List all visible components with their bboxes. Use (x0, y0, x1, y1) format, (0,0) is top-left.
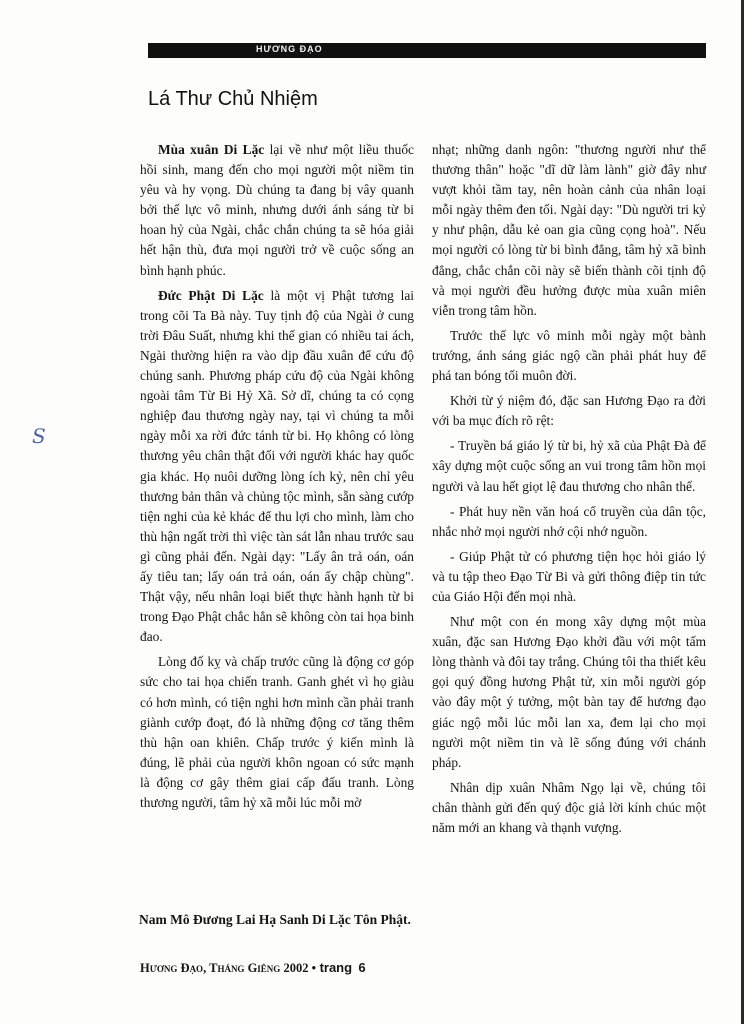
paragraph-text: là một vị Phật tương lai trong cõi Ta Bà này. Tuy tịnh độ của Ngài ở cung trời Đâu Suất, nhưng khi thế gian có nhiều tai ách, Ngài thường hiện ra vào dịp đầu xuân để cứu độ chúng sanh. Phương pháp cứu độ của Ngài không ngoài tâm Từ Bi Hỷ Xã. Sở dĩ, chúng ta có cọng nghiệp đau thương ngày nay, tại vì chúng ta mỗi ngày mỗi xa rời đức tánh từ bi. Họ không có lòng thương yêu chân thật đối với người khác hay quốc gia khác. Họ nuôi dưỡng lòng ích kỷ, nên chỉ yêu thương bản thân và chủng tộc mình, sẵn sàng cướp tiện nghi của kẻ khác để thu lợi cho mình, làm cho thù hận ngất trời thì việc tàn sát lẫn nhau trước sau gì cũng phải đến. Ngài dạy: "Lấy ân trả oán, oán ấy tiêu tan; lấy oán trả oán, oán ấy chập chùng". Thật vậy, nếu nhân loại biết thực hành hạnh từ bi trong Đạo Phật chắc hẳn sẽ không còn tai họa binh đao. (140, 287, 415, 645)
footer-text: HÁNG (217, 964, 245, 974)
right-column (432, 140, 706, 843)
footer-text: G (244, 961, 258, 975)
paragraph-text: lại về như một liều thuốc hồi sinh, mang đến cho mọi người một niềm tin yêu và hy vọng. Dù chúng ta đang bị vây quanh bởi thế lực vô minh, nhưng dưới ánh sáng từ bi hoan hỷ của Ngài, chắc chắn chúng ta sẽ hóa giải hết hận thù, đưa mọi người trở về cuộc sống an bình hạnh phúc. (140, 142, 415, 278)
paragraph: Lòng đố kỵ và chấp trước cũng là động cơ góp sức cho tai họa chiến tranh. Ganh ghét vì họ giàu có hơn mình, có tiện nghi hơn mình cần phải tranh giành cướp đoạt, đó là những động cơ tăng thêm thù hận oan khiên. Chấp trước ý kiến mình là đúng, lẽ phải của người khôn ngoan có sức mạnh là động cơ gây thêm giai cấp đấu tranh. Lòng thương người, tâm hỷ xã mỗi lúc mỗi mờ (140, 654, 414, 810)
page-footer (140, 960, 366, 976)
paragraph: Nhân dịp xuân Nhâm Ngọ lại về, chúng tôi chân thành gửi đến quý độc giả lời kính chúc một năm mới an khang và thạnh vượng. (432, 779, 706, 835)
lead-phrase: Mùa xuân Di Lặc (158, 142, 265, 157)
footer-text: H (140, 961, 150, 975)
footer-text: ƯƠNG (149, 964, 178, 974)
paragraph: Khởi từ ý niệm đó, đặc san Hương Đạo ra đời với ba mục đích rõ rệt: (432, 393, 706, 429)
lead-phrase: Đức Phật Di Lặc (158, 287, 264, 303)
footer-text: ẠO (189, 964, 204, 974)
handwritten-margin-mark: S (32, 424, 46, 448)
footer-text: Đ (177, 961, 190, 975)
list-item: - Giúp Phật tử có phương tiện học hỏi giáo lý và tu tập theo Đạo Từ Bi và gửi thông điệp tin tức của Giáo Hội đến mọi nhà. (432, 548, 706, 604)
list-item: - Phát huy nền văn hoá cổ truyền của dân tộc, nhắc nhở mọi người nhớ cội nhớ nguồn. (432, 503, 706, 539)
closing-invocation: Nam Mô Đương Lai Hạ Sanh Di Lặc Tôn Phật. (139, 912, 411, 927)
paragraph: Trước thế lực vô minh mỗi ngày một bành trướng, ánh sáng giác ngộ cần phải phát huy để phá tan bóng tối muôn đời. (432, 327, 706, 384)
paragraph (140, 140, 414, 281)
paragraph (140, 286, 414, 648)
footer-text: , T (203, 961, 218, 975)
left-column (140, 140, 414, 818)
list-item: - Truyền bá giáo lý từ bi, hỷ xã của Phật Đà để xây dựng một cuộc sống an vui trong tâm hồn mọi người và lau hết giọt lệ đau thương cho nhân thế. (432, 438, 706, 494)
section-label: HƯƠNG ĐẠO (256, 44, 323, 54)
paragraph-continued: nhạt; những danh ngôn: "thương người như thể thương thân" hoặc "dĩ dữ làm lành" giờ đây như vượt khỏi tầm tay, nên hoàn cảnh của nhân loại mỗi ngày thêm đen tối. Ngài dạy: "Dù người tri kỷ y như phận, dẫu kẻ oan gia cũng cọng hoà". Nếu mọi người có lòng từ bi bình đẳng, tâm hỷ xã bình đẳng, chắc chắn cõi này sẽ biến thành cõi tịnh độ và mọi người đều hưởng được mùa xuân miên viễn trong tâm hồn. (432, 142, 706, 318)
paragraph: Như một con én mong xây dựng một mùa xuân, đặc san Hương Đạo khởi đầu với một tấm lòng thành và đôi tay trắng. Chúng tôi tha thiết kêu gọi quý đồng hương Phật tử, xin mỗi người góp vào đây một ý tưởng, một bàn tay để hương đạo giác ngộ mỗi lúc mỗi lan xa, đem lại cho mọi người một niềm tin và lẽ sống đúng với chánh pháp. (432, 614, 706, 770)
footer-text: 2002 • (280, 961, 316, 975)
page-number: 6 (358, 960, 366, 975)
footer-text: IÊNG (257, 964, 281, 974)
page-title: Lá Thư Chủ Nhiệm (148, 88, 318, 110)
section-header-bar (148, 43, 706, 58)
page-label: trang (315, 960, 353, 975)
